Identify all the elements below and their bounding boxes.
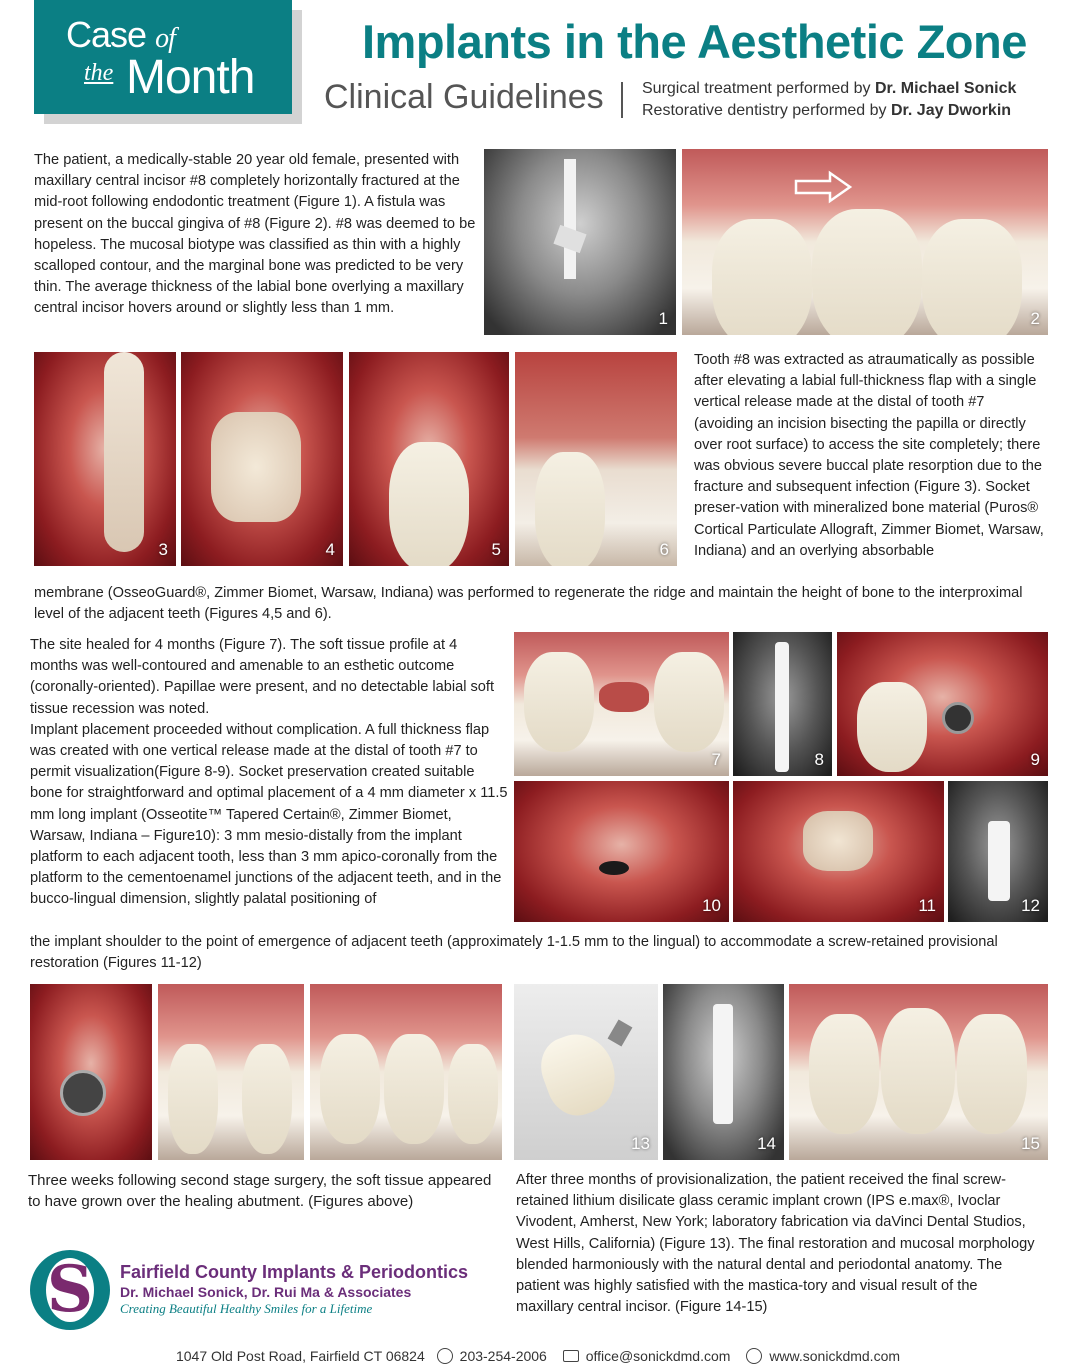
intro-paragraph: The patient, a medically-stable 20 year old female, presented with maxillary central incisor #8 completely horizontally fractured at the mid-root following endodontic treatment (Figure 1). A fistula was present on the buccal gingiva of #8 (Figure 2). #8 was deemed to be hopeless. The mucosal biotype was classified as thin with a highly scalloped contour, and the marginal bone was predicted to be very thin. The average thickness of the labial bone overlying a maxillary central incisor hovers around or slightly less than 1 mm. [34,152,476,317]
footer-email[interactable]: office@sonickdmd.com [585,1348,731,1364]
second-stage-photo-2 [158,984,304,1160]
footer-contact [0,1348,1080,1364]
figure-5-photo [349,352,509,566]
figure-3-photo [34,352,176,566]
footer-phone[interactable]: 203-254-2006 [459,1348,547,1364]
second-stage-photo-1 [30,984,152,1160]
figure-14-xray [663,984,784,1160]
healing-paragraph [30,635,508,911]
badge-of-text: of [155,23,175,54]
mail-icon [563,1350,579,1362]
figure-10-number: 10 [702,896,721,915]
badge-the-text: the [84,60,114,86]
extraction-paragraph-side: Tooth #8 was extracted as atraumatically as possible after elevating a labial full-thickness flap with a single vertical release made at the distal of tooth #7 (avoiding an incision bisecting the papilla or directly over root surface) to access the site completely; there was obvious severe buccal plate resorption due to the fracture and subsequent infection (Figure 3). Socket preser-vation with mineralized bone material (Puros® Cortical Particulate Allograft, Zimmer Biomet, Warsaw, Indiana) and an overlying absorbable [694,352,1044,559]
figure-4-number: 4 [325,540,335,559]
figure-2-photo [682,149,1048,335]
practice-name: Fairfield County Implants & Periodontics [120,1262,469,1282]
healing-paragraph-part2: Implant placement proceeded without complication. A full thickness flap was created with one vertical release made at the distal of tooth #7 to permit visualization(Figure 8-9). Socket preservation created suitable bone for straightforward and optimal placement of a 4 mm diameter x 11.5 mm long implant (Osseotite™ Tapered Certain®, Zimmer Biomet, Warsaw, Indiana – Figure10): 3 mm mesio-distally from the implant platform to each adjacent tooth, less than 3 mm apico-coronally from the platform to the cementoenamel junctions of the adjacent teeth, and in the bucco-lingual dimension, slightly palatal positioning of [30,721,508,908]
second-stage-caption: Three weeks following second stage surgery, the soft tissue appeared to have grown over the healing abutment. (Figures above) [28,1172,492,1211]
globe-icon [746,1348,762,1364]
healing-paragraph-full: the implant shoulder to the point of emergence of adjacent teeth (approximately 1-1.5 mm to the lingual) to accommodate a screw-retained provisional restoration (Figures 11-12) [30,934,998,972]
surgical-credit-name: Dr. Michael Sonick [875,80,1017,97]
figure-15-number: 15 [1021,1134,1040,1153]
figure-8-xray [733,632,832,776]
header-divider [621,82,623,118]
restorative-credit-name: Dr. Jay Dworkin [891,102,1012,119]
practice-tagline: Creating Beautiful Healthy Smiles for a Lifetime [120,1301,373,1316]
page-subtitle: Clinical Guidelines [324,78,604,116]
figure-6-number: 6 [659,540,669,559]
footer-address: 1047 Old Post Road, Fairfield CT 06824 [175,1348,425,1364]
figure-1-xray [484,149,676,335]
page-title: Implants in the Aesthetic Zone [362,15,1027,68]
figure-12-xray [948,781,1048,922]
figure-9-number: 9 [1030,750,1040,769]
figure-12-number: 12 [1021,896,1040,915]
figure-5-number: 5 [491,540,501,559]
footer-web[interactable]: www.sonickdmd.com [769,1348,901,1364]
figure-9-photo [837,632,1048,776]
figure-15-photo [789,984,1048,1160]
figure-1-number: 1 [658,309,668,328]
badge-case-text: Case [66,14,147,55]
restorative-credit [642,102,1011,120]
figure-7-photo [514,632,729,776]
practice-logo [30,1250,110,1330]
figure-11-number: 11 [918,896,936,915]
figure-10-photo [514,781,729,922]
healing-paragraph-part1: The site healed for 4 months (Figure 7). The soft tissue profile at 4 months was well-contoured and amenable to an esthetic outcome (coronally-oriented). Papillae were present, and no detectable labial soft tissue recession was noted. [30,637,495,717]
figure-13-photo [514,984,658,1160]
arrow-outline-icon [794,169,854,205]
case-of-the-month-badge [34,0,292,114]
second-stage-photo-3 [310,984,502,1160]
figure-11-photo [733,781,944,922]
figure-14-number: 14 [757,1134,776,1153]
extraction-paragraph-full: membrane (OsseoGuard®, Zimmer Biomet, Warsaw, Indiana) was performed to regenerate the ridge and maintain the height of bone to the interproximal level of the adjacent teeth (Figures 4,5 and 6). [34,585,1023,623]
figure-4-photo [181,352,343,566]
figure-8-number: 8 [814,750,824,769]
practice-doctors: Dr. Michael Sonick, Dr. Rui Ma & Associates [120,1284,412,1300]
phone-icon [437,1348,453,1364]
figure-7-number: 7 [711,750,721,769]
final-restoration-paragraph: After three months of provisionalization, the patient received the final screw-retained lithium disilicate glass ceramic implant crown (IPS e.max®, Ivoclar Vivodent, Amherst, New York; laboratory fabrication via daVinci Dental Studios, West Hills, California) (Figure 13). The final restoration and mucosal morphology blended harmoniously with the natural dental and periodontal anatomy. The patient was highly satisfied with the mastica-tory and visual result of the maxillary central incisor. (Figure 14-15) [516,1172,1035,1316]
badge-month-text: Month [126,51,255,104]
figure-2-number: 2 [1030,309,1040,328]
figure-13-number: 13 [631,1134,650,1153]
restorative-credit-prefix: Restorative dentistry performed by [642,102,891,119]
figure-6-photo [515,352,677,566]
surgical-credit-prefix: Surgical treatment performed by [642,80,875,97]
logo-letter: S [46,1252,94,1327]
figure-3-number: 3 [158,540,168,559]
surgical-credit [642,80,1016,98]
